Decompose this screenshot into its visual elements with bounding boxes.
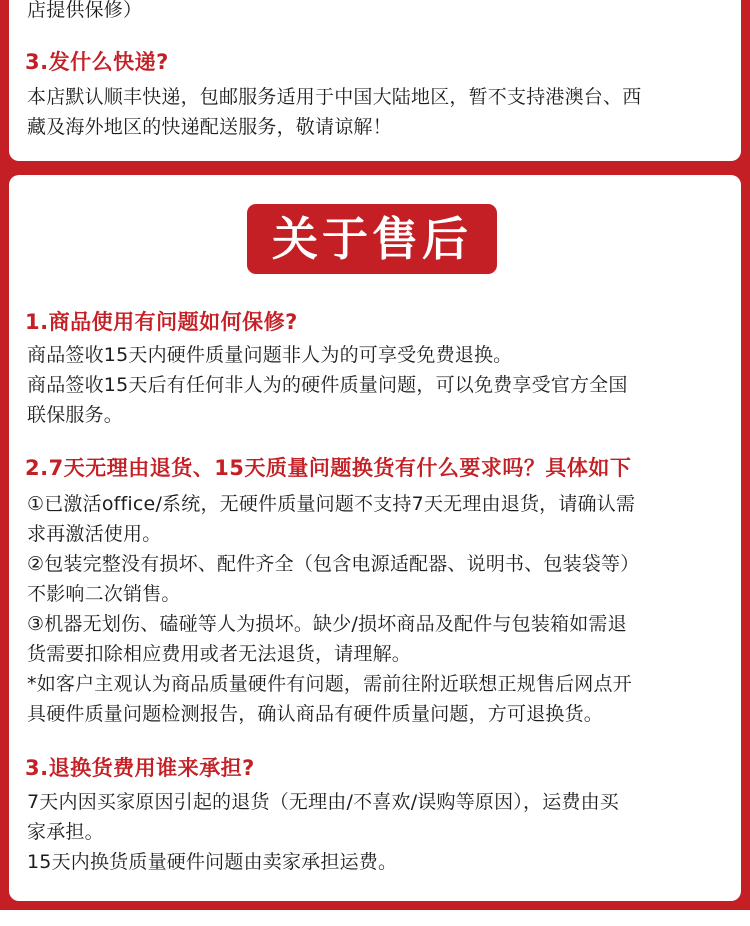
warranty-question: 1.商品使用有问题如何保修? xyxy=(25,310,298,334)
return-requirement-line: ②包装完整没有损坏、配件齐全（包含电源适配器、说明书、包装袋等） xyxy=(27,553,640,575)
return-cost-line: 7天内因买家原因引起的退货（无理由/不喜欢/误购等原因），运费由买 xyxy=(27,791,619,813)
shipping-answer-line-1: 本店默认顺丰快递，包邮服务适用于中国大陆地区，暂不支持港澳台、西 xyxy=(27,86,642,108)
return-requirement-line: ①已激活office/系统，无硬件质量问题不支持7天无理由退货，请确认需 xyxy=(27,493,636,515)
return-requirement-line: *如客户主观认为商品质量硬件有问题，需前往附近联想正规售后网点开 xyxy=(27,673,632,695)
return-requirement-line: 不影响二次销售。 xyxy=(27,583,181,605)
return-cost-question: 3.退换货费用谁来承担? xyxy=(25,756,255,780)
shipping-answer-line-2: 藏及海外地区的快递配送服务，敬请谅解！ xyxy=(27,116,392,138)
return-requirement-line: 具硬件质量问题检测报告，确认商品有硬件质量问题，方可退换货。 xyxy=(27,703,604,725)
shipping-faq-card xyxy=(9,0,741,161)
after-sales-title: 关于售后 xyxy=(247,204,497,274)
warranty-answer-line: 联保服务。 xyxy=(27,404,124,426)
return-requirement-line: ③机器无划伤、磕碰等人为损坏。缺少/损坏商品及配件与包装箱如需退 xyxy=(27,613,627,635)
return-cost-line: 15天内换货质量硬件问题由卖家承担运费。 xyxy=(27,851,398,873)
return-requirement-line: 求再激活使用。 xyxy=(27,523,162,545)
return-cost-line: 家承担。 xyxy=(27,821,104,843)
return-requirements-question: 2.7天无理由退货、15天质量问题换货有什么要求吗？具体如下 xyxy=(25,456,632,480)
warranty-answer-line: 商品签收15天内硬件质量问题非人为的可享受免费退换。 xyxy=(27,344,513,366)
shipping-question: 3.发什么快递? xyxy=(25,50,169,74)
return-requirement-line: 货需要扣除相应费用或者无法退货，请理解。 xyxy=(27,643,412,665)
warranty-answer-line: 商品签收15天后有任何非人为的硬件质量问题，可以免费享受官方全国 xyxy=(27,374,628,396)
after-sales-card xyxy=(9,175,741,901)
previous-answer-tail: 店提供保修） xyxy=(27,0,143,21)
